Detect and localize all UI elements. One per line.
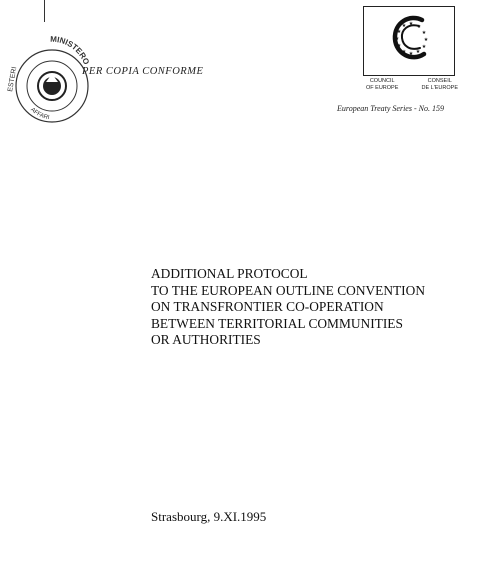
council-of-europe-emblem-icon [388, 12, 434, 64]
stamp-signature-stroke [44, 0, 45, 22]
svg-text:★: ★ [408, 51, 414, 57]
title-line: BETWEEN TERRITORIAL COMMUNITIES [151, 315, 403, 331]
place-and-date: Strasbourg, 9.XI.1995 [151, 509, 267, 524]
svg-text:★: ★ [415, 49, 421, 55]
stamp-upper-text: MINISTERO [50, 34, 92, 66]
treaty-series-label: European Treaty Series - No. 159 [337, 104, 444, 113]
document-title [151, 266, 425, 349]
logo-caption-english: COUNCIL OF EUROPE [366, 78, 399, 91]
svg-text:★: ★ [421, 30, 427, 36]
svg-text:★: ★ [401, 49, 407, 55]
svg-text:★: ★ [423, 37, 429, 43]
title-line: ADDITIONAL PROTOCOL [151, 266, 308, 281]
logo-caption-french: CONSEIL DE L'EUROPE [421, 78, 458, 91]
stamp-lower-text: AFFARI [29, 106, 50, 122]
svg-text:★: ★ [421, 44, 427, 50]
svg-text:★: ★ [396, 43, 402, 49]
stamp-left-text: ESTERI [7, 66, 19, 93]
svg-text:★: ★ [401, 23, 407, 29]
svg-text:★: ★ [416, 24, 422, 30]
svg-text:★: ★ [408, 21, 414, 27]
title-line: TO THE EUROPEAN OUTLINE CONVENTION [151, 282, 425, 298]
title-line: OR AUTHORITIES [151, 332, 261, 348]
svg-text:★: ★ [394, 36, 400, 42]
council-of-europe-logo [363, 6, 455, 76]
title-line: ON TRANSFRONTIER CO-OPERATION [151, 299, 384, 315]
svg-text:★: ★ [396, 29, 402, 35]
logo-captions [366, 78, 458, 91]
stamp-overlay-text: PER COPIA CONFORME [82, 66, 204, 77]
svg-text:AFFARI [29, 107, 50, 121]
